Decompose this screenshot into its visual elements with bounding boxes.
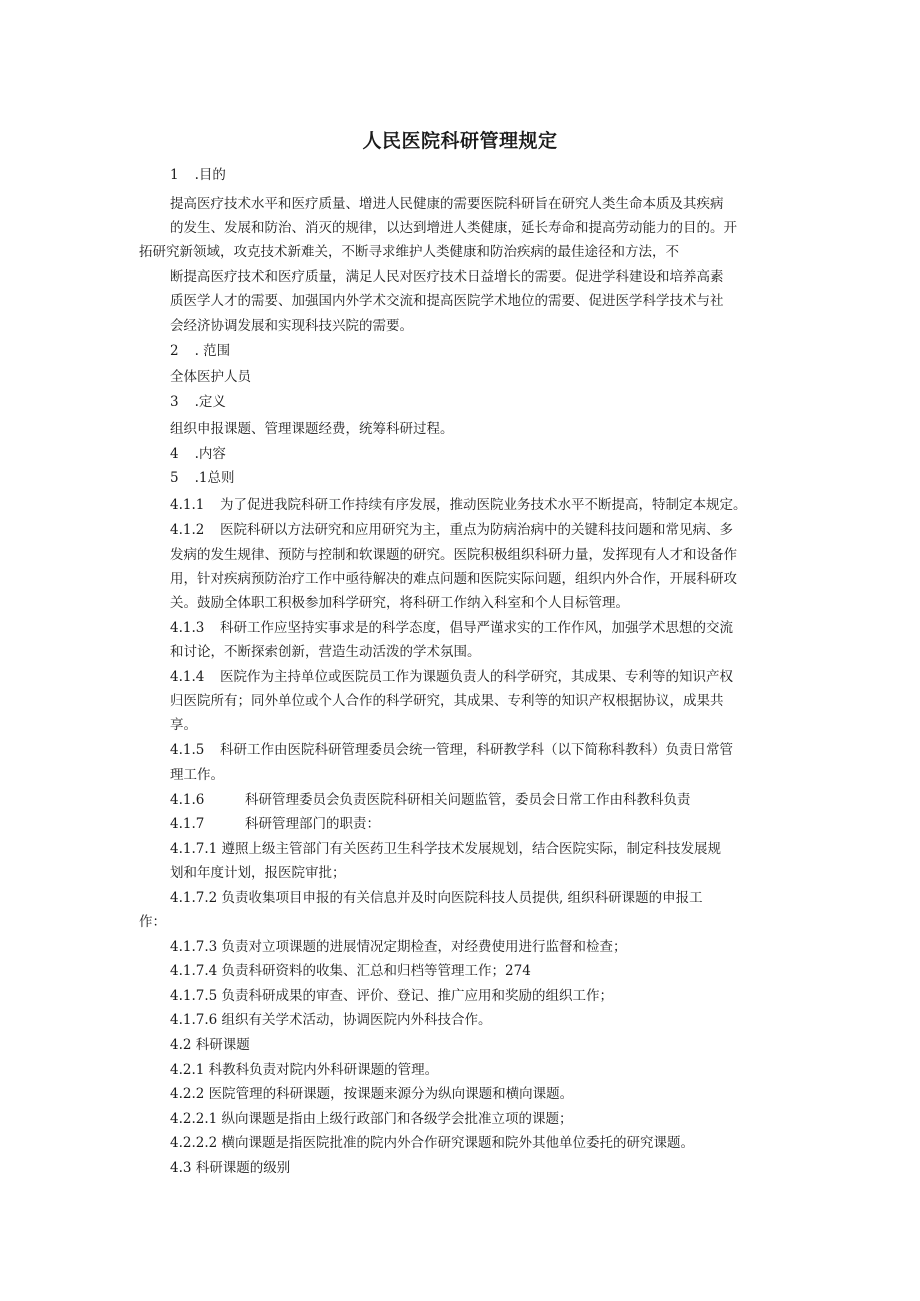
clause-4-1-4: 4.1.4 医院作为主持单位或医院员工作为课题负责人的科学研究，其成果、专利等的知识产权 — [170, 669, 733, 685]
paragraph-line: 拓研究新领域，攻克技术新难关，不断寻求维护人类健康和防治疾病的最佳途径和方法，不 — [139, 244, 679, 260]
paragraph-line: 和讨论，不断探索创新，营造生动活泼的学术氛围。 — [170, 644, 481, 660]
definition-text: 组织申报课题、管理课题经费，统筹科研过程。 — [170, 421, 454, 437]
clause-4-2: 4.2 科研课题 — [170, 1037, 250, 1053]
paragraph-line: 理工作。 — [170, 767, 224, 783]
paragraph-line: 关。鼓励全体职工积极参加科学研究，将科研工作纳入科室和个人目标管理。 — [170, 595, 629, 611]
page-title: 人民医院科研管理规定 — [362, 130, 558, 152]
clause-4-1-7-2: 4.1.7.2 负责收集项目申报的有关信息并及时向医院科技人员提供, 组织科研课题的申报工 — [170, 890, 703, 906]
paragraph-line: 发病的发生规律、预防与控制和软课题的研究。医院积极组织科研力量，发挥现有人才和设备作 — [170, 547, 737, 563]
paragraph-line: 归医院所有；同外单位或个人合作的科学研究，其成果、专利等的知识产权根据协议，成果共 — [170, 693, 724, 709]
clause-4-1-7-1: 4.1.7.1 遵照上级主管部门有关医药卫生科学技术发展规划，结合医院实际，制定科技发展规 — [170, 841, 722, 857]
paragraph-line: 断提高医疗技术和医疗质量，满足人民对医疗技术日益增长的需要。促进学科建设和培养高素 — [170, 269, 724, 285]
clause-4-1-7-4: 4.1.7.4 负责科研资料的收集、汇总和归档等管理工作；274 — [170, 963, 531, 979]
paragraph-line: 用，针对疾病预防治疗工作中亟待解决的难点问题和医院实际问题，组织内外合作，开展科研攻 — [170, 571, 737, 587]
clause-4-1-7-3: 4.1.7.3 负责对立项课题的进展情况定期检查，对经费使用进行监督和检查； — [170, 939, 627, 955]
clause-4-1-1: 4.1.1 为了促进我院科研工作持续有序发展，推动医院业务技术水平不断提高，特制定本规定。 — [170, 497, 747, 513]
section-heading-purpose: 1 .目的 — [170, 167, 226, 183]
clause-4-2-2: 4.2.2 医院管理的科研课题，按课题来源分为纵向课题和横向课题。 — [170, 1086, 574, 1102]
section-heading-definition: 3 .定义 — [170, 394, 226, 410]
clause-4-1-2: 4.1.2 医院科研以方法研究和应用研究为主，重点为防病治病中的关键科技问题和常见病、多 — [170, 522, 733, 538]
clause-4-1-7-6: 4.1.7.6 组织有关学术活动，协调医院内外科技合作。 — [170, 1012, 492, 1028]
paragraph-line: 质医学人才的需要、加强国内外学术交流和提高医院学术地位的需要、促进医学科学技术与社 — [170, 293, 724, 309]
paragraph-line: 提高医疗技术水平和医疗质量、增进人民健康的需要医院科研旨在研究人类生命本质及其疾病 — [170, 196, 724, 212]
clause-4-2-2-2: 4.2.2.2 横向课题是指医院批准的院内外合作研究课题和院外其他单位委托的研究课题。 — [170, 1135, 695, 1151]
paragraph-line: 作： — [139, 914, 166, 930]
clause-4-3: 4.3 科研课题的级别 — [170, 1160, 291, 1176]
clause-4-1-7: 4.1.7 科研管理部门的职责： — [170, 816, 380, 832]
section-heading-scope: 2 . 范围 — [170, 343, 231, 359]
paragraph-line: 享。 — [170, 717, 197, 733]
scope-text: 全体医护人员 — [170, 369, 251, 385]
clause-4-2-1: 4.2.1 科教科负责对院内外科研课题的管理。 — [170, 1062, 439, 1078]
clause-4-1-7-5: 4.1.7.5 负责科研成果的审查、评价、登记、推广应用和奖励的组织工作； — [170, 988, 614, 1004]
section-heading-content: 4 .内容 — [170, 446, 226, 462]
paragraph-line: 会经济协调发展和实现科技兴院的需要。 — [170, 318, 413, 334]
clause-4-1-3: 4.1.3 科研工作应坚持实事求是的科学态度，倡导严谨求实的工作作风，加强学术思想的交流 — [170, 620, 733, 636]
paragraph-line: 划和年度计划，报医院审批； — [170, 865, 346, 881]
clause-4-2-2-1: 4.2.2.1 纵向课题是指由上级行政部门和各级学会批准立项的课题； — [170, 1111, 573, 1127]
section-heading-general: 5 .1总则 — [170, 470, 235, 486]
paragraph-line: 的发生、发展和防治、消灭的规律，以达到增进人类健康，延长寿命和提高劳动能力的目的。开 — [170, 220, 737, 236]
clause-4-1-6: 4.1.6 科研管理委员会负责医院科研相关问题监管，委员会日常工作由科教科负责 — [170, 792, 691, 808]
clause-4-1-5: 4.1.5 科研工作由医院科研管理委员会统一管理，科研教学科（以下简称科教科）负责日常管 — [170, 742, 733, 758]
